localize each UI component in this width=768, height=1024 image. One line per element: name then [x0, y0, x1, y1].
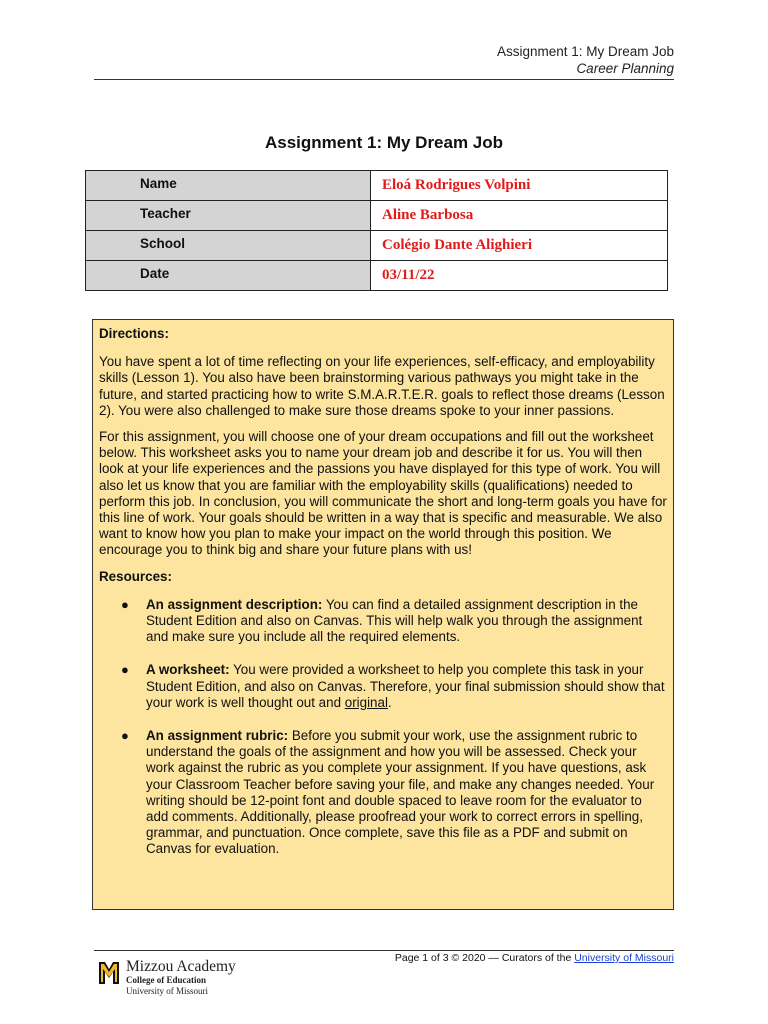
resources-list [99, 597, 667, 858]
resource-title: An assignment rubric: [146, 728, 289, 744]
list-item [99, 597, 667, 646]
footer-copyright: Page 1 of 3 © 2020 — Curators of the [394, 952, 572, 964]
directions-box [92, 319, 674, 910]
directions-heading: Directions: [99, 326, 169, 341]
resource-tail: . [387, 694, 392, 710]
logo-college: College of Education [126, 975, 206, 985]
footer-divider [94, 950, 674, 951]
document-title: Assignment 1: My Dream Job [264, 133, 504, 152]
resource-underlined-word: original [344, 694, 388, 710]
resources-heading: Resources: [99, 568, 172, 584]
date-label: Date [86, 261, 371, 291]
mizzou-academy-logo [98, 958, 236, 997]
bullet-icon: ● [121, 662, 129, 678]
directions-paragraph-2: For this assignment, you will choose one of your dream occupations and fill out the worksheet below. This worksheet asks you to name your dream job and describe it for us. You will then look at your life experiences and the passions you have displayed for this type of work. You will also let us know that you are familiar with the employability skills (qualifications) needed to perform this job. In conclusion, you will communicate the short and long-term goals you have for this line of work. Your goals should be written in a way that is specific and measurable. We also want to know how you plan to make your impact on the world through this position. We encourage you to think big and share your future plans with us! [99, 429, 667, 558]
resource-text: You can find a detailed assignment description in the Student Edition and also on Canvas. This will help walk you through the assignment and make sure you include all the required elements. [146, 596, 643, 645]
directions-paragraph-1: You have spent a lot of time reflecting on your life experiences, self-efficacy, and employability skills (Lesson 1). You also have been brainstorming various pathways you might take in the future, and started practicing how to write S.M.A.R.T.E.R. goals to reflect those dreams (Lesson 2). You were also challenged to make sure those dreams spoke to your inner passions. [99, 354, 665, 418]
footer-page-info [395, 952, 674, 964]
resource-text: You were provided a worksheet to help you complete this task in your Student Edition, and also on Canvas. Therefore, your final submission should show that your work is well thought out and [146, 662, 665, 710]
resource-title: A worksheet: [146, 662, 230, 678]
teacher-label: Teacher [86, 201, 371, 231]
table-row [86, 261, 668, 291]
resource-text: Before you submit your work, use the assignment rubric to understand the goals of the assignment and how you will be assessed. Check your work against the rubric as you complete your assignment. If you have questions, ask your Classroom Teacher before saving your file, and make any changes needed. Your writing should be 12-point font and double spaced to leave room for the evaluator to add comments. Additionally, please proofread your work to correct errors in spelling, grammar, and punctuation. Once complete, save this file as a PDF and submit on Canvas for evaluation. [146, 728, 655, 857]
teacher-value[interactable]: Aline Barbosa [371, 201, 668, 231]
table-row [86, 171, 668, 201]
bullet-icon: ● [121, 596, 129, 612]
name-value[interactable]: Eloá Rodrigues Volpini [371, 171, 668, 201]
header-divider [94, 79, 674, 80]
list-item [99, 662, 667, 711]
page-header [497, 43, 674, 77]
school-label: School [86, 231, 371, 261]
bullet-icon: ● [121, 728, 129, 744]
university-link[interactable]: University of Missouri [574, 952, 674, 964]
header-subtitle: Career Planning [576, 61, 674, 76]
logo-university: University of Missouri [126, 986, 208, 996]
date-value[interactable]: 03/11/22 [371, 261, 668, 291]
resource-title: An assignment description: [146, 596, 323, 612]
table-row [86, 231, 668, 261]
list-item [99, 728, 667, 858]
table-row [86, 201, 668, 231]
mizzou-tiger-m-icon [98, 960, 120, 986]
logo-name: Mizzou Academy [126, 958, 236, 975]
school-value[interactable]: Colégio Dante Alighieri [371, 231, 668, 261]
header-title: Assignment 1: My Dream Job [496, 44, 674, 59]
name-label: Name [86, 171, 371, 201]
student-info-table [85, 170, 668, 291]
